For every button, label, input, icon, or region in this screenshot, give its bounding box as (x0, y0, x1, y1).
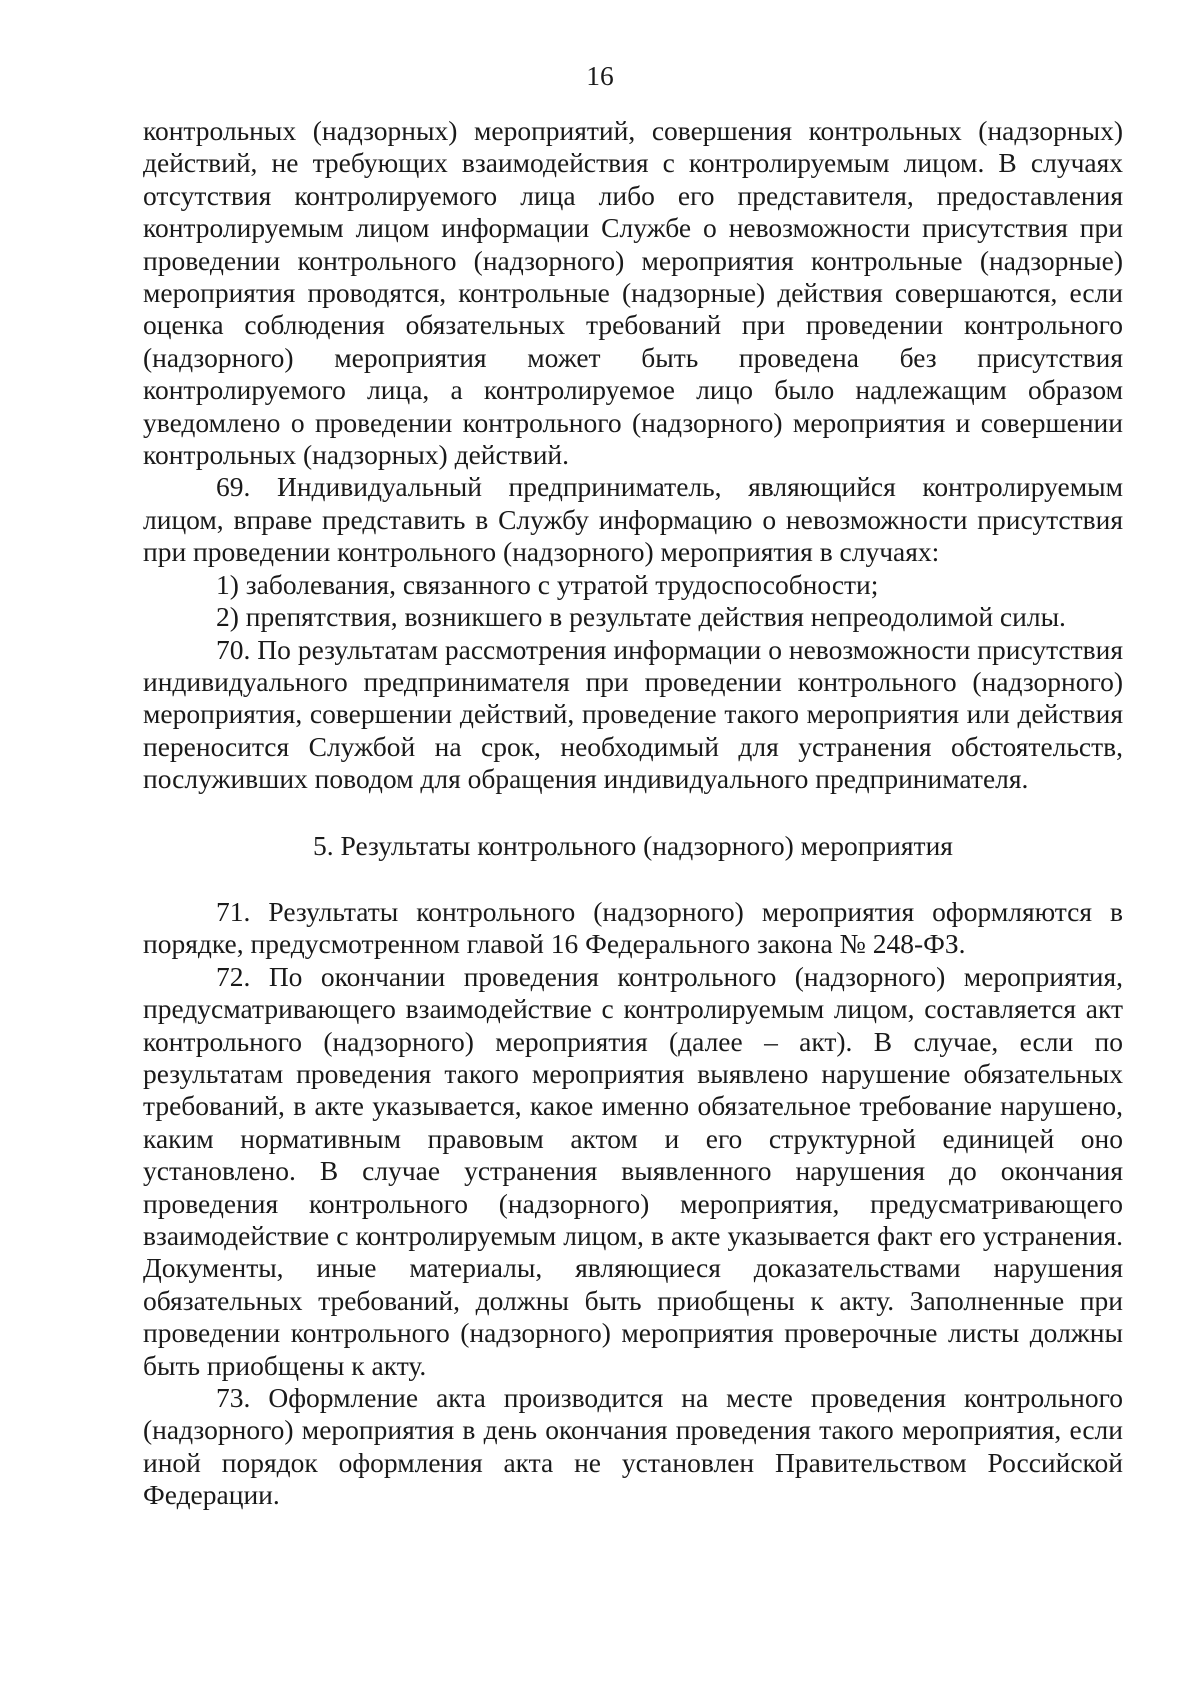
paragraph-69: 69. Индивидуальный предприниматель, являющийся контролируемым лицом, вправе представить в Службу информацию о невозможности присутствия при проведении контрольного (надзорного) мероприятия в случаях: (143, 471, 1123, 568)
paragraph-73: 73. Оформление акта производится на месте проведения контрольного (надзорного) мероприятия в день окончания проведения такого мероприятия, если иной порядок оформления акта не установлен Правительством Российской Федерации. (143, 1382, 1123, 1511)
paragraph-continuation: контрольных (надзорных) мероприятий, совершения контрольных (надзорных) действий, не требующих взаимодействия с контролируемым лицом. В случаях отсутствия контролируемого лица либо его представителя, предоставления контролируемым лицом информации Службе о невозможности присутствия при проведении контрольного (надзорного) мероприятия контрольные (надзорные) мероприятия проводятся, контрольные (надзорные) действия совершаются, если оценка соблюдения обязательных требований при проведении контрольного (надзорного) мероприятия может быть проведена без присутствия контролируемого лица, а контролируемое лицо было надлежащим образом уведомлено о проведении контрольного (надзорного) мероприятия и совершении контрольных (надзорных) действий. (143, 115, 1123, 471)
paragraph-71: 71. Результаты контрольного (надзорного) мероприятия оформляются в порядке, предусмотренном главой 16 Федерального закона № 248-ФЗ. (143, 895, 1123, 960)
paragraph-70: 70. По результатам рассмотрения информации о невозможности присутствия индивидуального предпринимателя при проведении контрольного (надзорного) мероприятия, совершении действий, проведение такого мероприятия или действия переносится Службой на срок, необходимый для устранения обстоятельств, послуживших поводом для обращения индивидуального предпринимателя. (143, 633, 1123, 795)
list-item-2: 2) препятствия, возникшего в результате действия непреодолимой силы. (216, 601, 1066, 633)
document-body (143, 115, 1123, 1512)
list-item-1: 1) заболевания, связанного с утратой трудоспособности; (216, 568, 879, 600)
section-heading: 5. Результаты контрольного (надзорного) мероприятия (313, 829, 953, 861)
paragraph-72: 72. По окончании проведения контрольного (надзорного) мероприятия, предусматривающего взаимодействие с контролируемым лицом, составляется акт контрольного (надзорного) мероприятия (далее – акт). В случае, если по результатам проведения такого мероприятия выявлено нарушение обязательных требований, в акте указывается, какое именно обязательное требование нарушено, каким нормативным правовым актом и его структурной единицей оно установлено. В случае устранения выявленного нарушения до окончания проведения контрольного (надзорного) мероприятия, предусматривающего взаимодействие с контролируемым лицом, в акте указывается факт его устранения. Документы, иные материалы, являющиеся доказательствами нарушения обязательных требований, должны быть приобщены к акту. Заполненные при проведении контрольного (надзорного) мероприятия проверочные листы должны быть приобщены к акту. (143, 960, 1123, 1381)
page-number: 16 (586, 60, 614, 91)
